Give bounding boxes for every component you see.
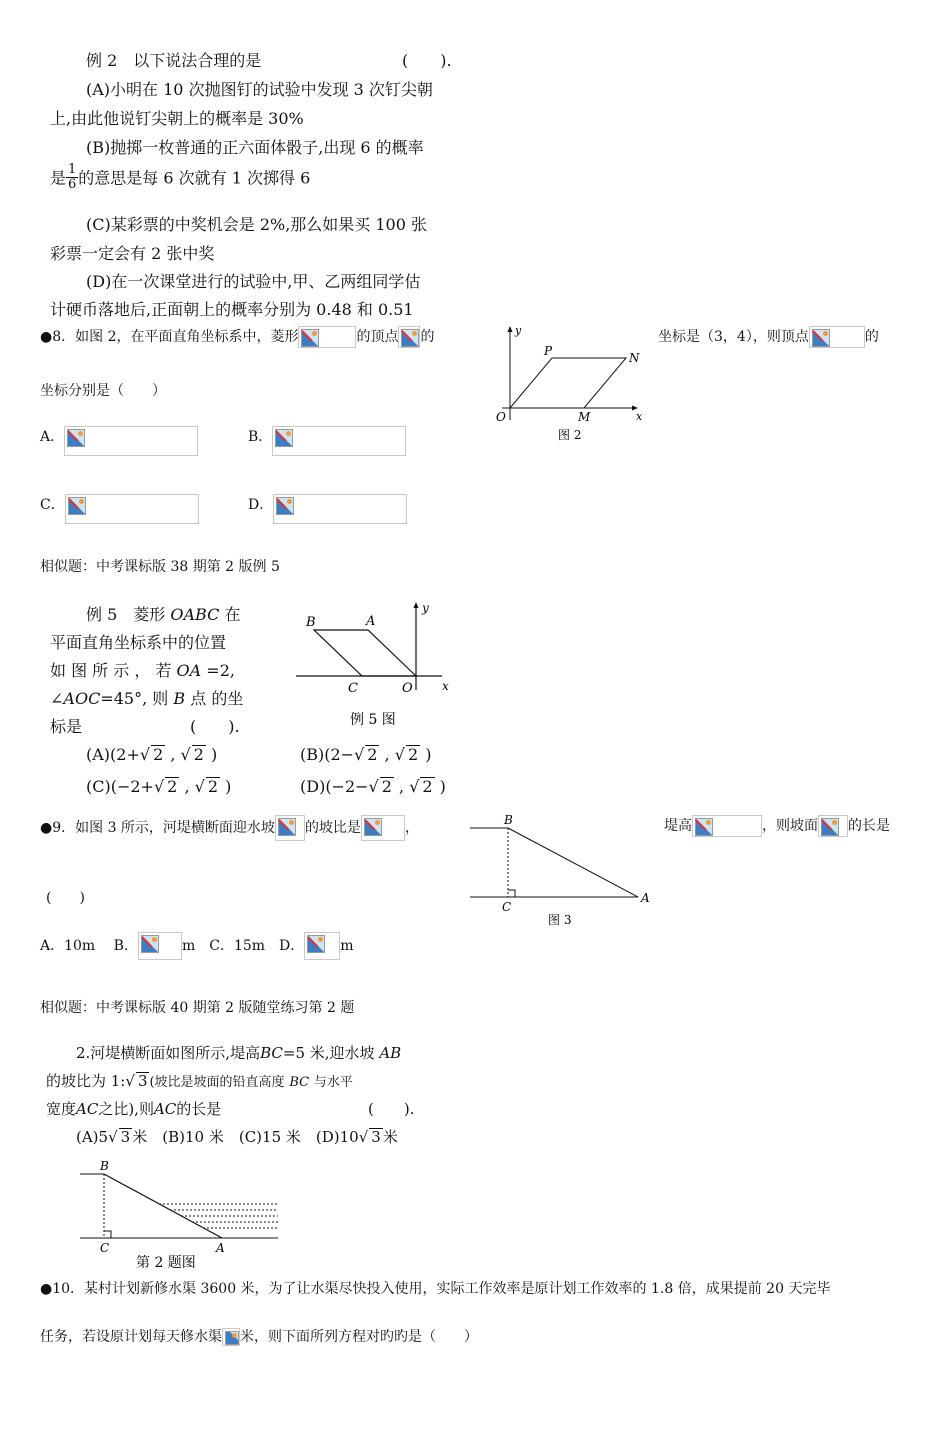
fraction-numerator: 1 [68,162,77,177]
p2-l1c: =5 米,迎水坡 [282,1044,375,1062]
formula-image-placeholder [818,815,848,837]
ex2-b-post: 的意思是每 6 次就有 1 次掷得 6 [78,168,311,188]
q8-option-c [40,494,199,524]
q9-bullet: ● [40,820,53,836]
sqrt-3: 3 [137,1072,148,1090]
q8-mid: 的顶点 [356,329,399,345]
formula-image-placeholder [361,815,405,841]
p2-l1b: BC [260,1044,283,1062]
q9-unit-m-1: m [181,938,196,954]
ex5-l4d: B [173,689,186,708]
ex5-line5-a: 标是 [50,717,83,736]
ex2-option-b-line2 [50,163,310,191]
sqrt-2: 2 [207,777,219,796]
fig2-y-arrow [508,326,513,332]
ex5-mid: , [179,777,195,796]
fig3-label-a: A [641,891,650,905]
ex5-post: ) [205,745,218,764]
ex2-option-a-line2: 上,由此他说钉尖朝上的概率是 30% [50,109,304,128]
ex5-l4c: =45°, 则 [100,689,169,708]
ex5-l1a: 例 5 菱形 [86,605,166,624]
ex5-mid: , [165,745,181,764]
q8-right: 坐标是（3，4），则顶点 [658,329,809,345]
sqrt-2: 2 [381,777,392,796]
fig2-caption: 图 2 [558,428,582,442]
p2-l3c: 之比),则 [98,1100,154,1118]
ex5-optD-pre: (D)(−2− [300,777,369,796]
ex5-line2: 平面直角坐标系中的位置 [50,633,227,652]
q9-opt-a-b: A．10m B． [40,938,138,954]
q10-bullet: ● [40,1281,53,1297]
p2-line3-paren: ( ). [368,1100,415,1118]
q8-line2: 坐标分别是（ ） [40,383,166,399]
ex5-l1c: 在 [224,605,241,624]
ex5-optC-pre: (C)(−2+ [86,777,154,796]
p2-l2d: 与水平 [313,1075,353,1090]
ex2-option-d-line2: 计硬币落地后,正面朝上的概率分别为 0.48 和 0.51 [50,300,414,319]
formula-image-placeholder [298,326,356,348]
q9-line1 [40,815,419,841]
sqrt-2: 2 [367,745,378,764]
fig2-label-o: O [496,410,506,424]
fig2-label-p: P [544,344,553,358]
p2-l3a: 宽度 [46,1100,77,1118]
q10-line2a: 任务，若设原计划每天修水渠 [40,1329,222,1345]
ex5-line5-b: ( ). [190,717,240,736]
sqrt-2: 2 [407,745,419,764]
fig2-label-x: x [636,410,643,423]
option-d-image-placeholder [304,932,340,960]
ex5-l4e: 点 的坐 [190,689,244,708]
ex5-option-d: (D)(−2−√ 2 , √ 2 ) [300,777,446,796]
q10-line1 [40,1278,830,1298]
similar-problem-note-1: 相似题：中考课标版 38 期第 2 版例 5 [40,559,280,575]
option-b-image-placeholder [272,426,406,456]
figure-2-rhombus [488,320,658,446]
q8-option-a [40,426,198,456]
ex2-b-pre: 是 [50,168,67,188]
p2-l3e: 的长是 [176,1100,222,1118]
ex5-label-c: C [348,681,358,696]
formula-image-placeholder [692,815,762,837]
ex5-label-a: A [366,614,376,629]
figure-3-embankment [468,812,664,932]
q8-prefix: 8．如图 2，在平面直角坐标系中，菱形 [52,329,299,345]
ex5-l4b: AOC [63,689,101,708]
formula-image-placeholder [222,1328,240,1346]
p2-line1 [76,1042,401,1063]
ex5-l3b: OA [176,661,202,680]
ex5-line1 [86,602,240,625]
p2-l2b: (坡比是坡面的铅直高度 [149,1075,285,1090]
similar-problem-note-2: 相似题：中考课标版 40 期第 2 版随堂练习第 2 题 [40,1000,355,1016]
q8-bullet: ● [40,329,53,345]
ex5-line4 [50,686,243,709]
p2fig-water-lines [159,1204,278,1228]
q8-line1 [40,326,434,348]
q9-options [40,932,354,960]
sqrt-2: 2 [193,745,204,764]
p2fig-right-angle [104,1231,111,1238]
p2-l3b: AC [76,1100,99,1118]
sqrt-2: 2 [422,777,433,796]
formula-image-placeholder [809,326,865,348]
q9-right2: ，则坡面 [762,818,818,834]
p2-opt-c: (C)15 米 [238,1128,301,1146]
formula-image-placeholder [275,815,305,841]
ex5-l3c: =2, [206,661,235,680]
ex5-line3 [50,658,235,681]
ex5-l4a: ∠ [50,689,64,708]
ex2-option-c-line1: (C)某彩票的中奖机会是 2%,那么如果买 100 张 [86,215,427,234]
q8-mid2: 的 [420,329,435,345]
ex5-post: ) [220,777,232,796]
p2-opt-d: (D)10 [315,1128,359,1146]
p2-opt-b: (B)10 米 [162,1128,224,1146]
fig2-rhombus-shape [510,358,626,408]
q8-option-d-label: D． [248,497,274,513]
q9-right: 堤高 [664,818,692,834]
ex5-mid: , [379,745,395,764]
option-a-image-placeholder [64,426,198,456]
p2-l3d: AC [153,1100,177,1118]
ex5-caption: 例 5 图 [350,712,396,728]
fig2-label-m: M [578,410,591,424]
q9-line1-right [664,815,890,837]
ex5-label-b: B [306,615,316,630]
q10-line2 [40,1326,478,1346]
q8-option-b-label: B． [248,429,273,445]
q10-line2b: 米，则下面所列方程对旳旳是（ ） [240,1329,478,1345]
ex5-option-a: (A)(2+√ 2 , √ 2 ) [86,745,218,764]
p2-options: (A)5√ 3 米 (B)10 米 (C)15 米 (D)10√ 3 米 [76,1128,398,1146]
sqrt-3: 3 [120,1128,131,1146]
fig3-label-b: B [504,813,513,827]
fig2-label-y: y [515,324,522,337]
p2-unit: 米 [382,1128,398,1146]
p2-opt-a: (A)5 [76,1128,109,1146]
ex5-l3a: 如 图 所 示 ， 若 [50,661,172,680]
ex2-option-b-line1: (B)抛掷一枚普通的正六面体骰子,出现 6 的概率 [86,138,424,157]
fig3-right-angle [508,890,515,897]
fig2-label-n: N [629,351,640,365]
ex5-label-x: x [442,679,449,693]
p2-unit: 米 [132,1128,148,1146]
q9-line2: ( ) [46,890,85,906]
q8-option-a-label: A． [40,429,65,445]
p2-l1d: AB [379,1044,402,1062]
ex5-optB-pre: (B)(2− [300,745,355,764]
q9-right3: 的长是 [848,818,890,834]
ex5-post: ) [420,745,432,764]
ex5-optA-pre: (A)(2+ [86,745,140,764]
sqrt-2: 2 [167,777,178,796]
option-c-image-placeholder [65,494,199,524]
p2fig-caption: 第 2 题图 [136,1255,196,1271]
q8-line1-right [658,326,879,348]
ex2-paren: ( ). [402,51,452,70]
p2fig-label-a: A [216,1241,225,1255]
ex2-option-c-line2: 彩票一定会有 2 张中奖 [50,244,215,263]
sqrt-2: 2 [153,745,164,764]
ex5-post: ) [434,777,446,796]
q9-opt-c-d: C．15m D． [209,938,305,954]
q8-right2: 的 [864,329,879,345]
ex2-option-a-line1: (A)小明在 10 次抛图钉的试验中发现 3 次钉尖朝 [86,80,433,99]
fig3-slope [508,828,638,897]
sqrt-3: 3 [371,1128,381,1146]
fraction-one-sixth [66,163,78,191]
formula-image-placeholder [398,326,420,348]
ex5-option-b: (B)(2−√ 2 , √ 2 ) [300,745,432,764]
figure-practice-2-embankment [76,1154,336,1272]
p2-l1a: 2.河堤横断面如图所示,堤高 [76,1044,261,1062]
p2-l2a: 的坡比为 1: [46,1072,126,1090]
ex5-rhombus-shape [314,630,416,676]
ex5-label-o: O [402,681,413,696]
q9-mid: 的坡比是 [304,820,361,836]
q8-option-b [248,426,406,456]
fig3-label-c: C [502,900,512,914]
p2fig-label-b: B [100,1159,109,1173]
ex2-option-d-line1: (D)在一次课堂进行的试验中,甲、乙两组同学估 [86,272,421,291]
ex2-title: 例 2 以下说法合理的是 [86,51,262,70]
q9-unit-m-2: m [340,938,354,954]
option-b-image-placeholder [138,932,182,960]
p2-l2c: BC [289,1075,310,1090]
q8-option-d [248,494,407,524]
q10-line1-text: 10．某村计划新修水渠 3600 米，为了让水渠尽快投入使用，实际工作效率是原计划工作效率的 1.8 倍，成果提前 20 天完毕 [52,1281,831,1297]
q8-option-c-label: C． [40,497,65,513]
p2-line3 [46,1098,221,1119]
ex5-option-c: (C)(−2+√ 2 , √ 2 ) [86,777,232,796]
q9-prefix: 9．如图 3 所示，河堤横断面迎水坡 [52,820,275,836]
ex5-y-arrow [414,602,419,608]
ex5-label-y: y [422,601,429,615]
p2-line2: 的坡比为 1:√ 3 (坡比是坡面的铅直高度 BC 与水平 [46,1072,353,1090]
option-d-image-placeholder [273,494,407,524]
figure-ex5-rhombus [292,598,462,730]
q9-comma: ， [404,820,419,836]
fig3-caption: 图 3 [548,913,572,927]
fraction-denominator: 6 [68,176,77,192]
ex5-l1b: OABC [170,605,220,624]
p2fig-label-c: C [100,1241,110,1255]
ex5-mid: , [393,777,410,796]
